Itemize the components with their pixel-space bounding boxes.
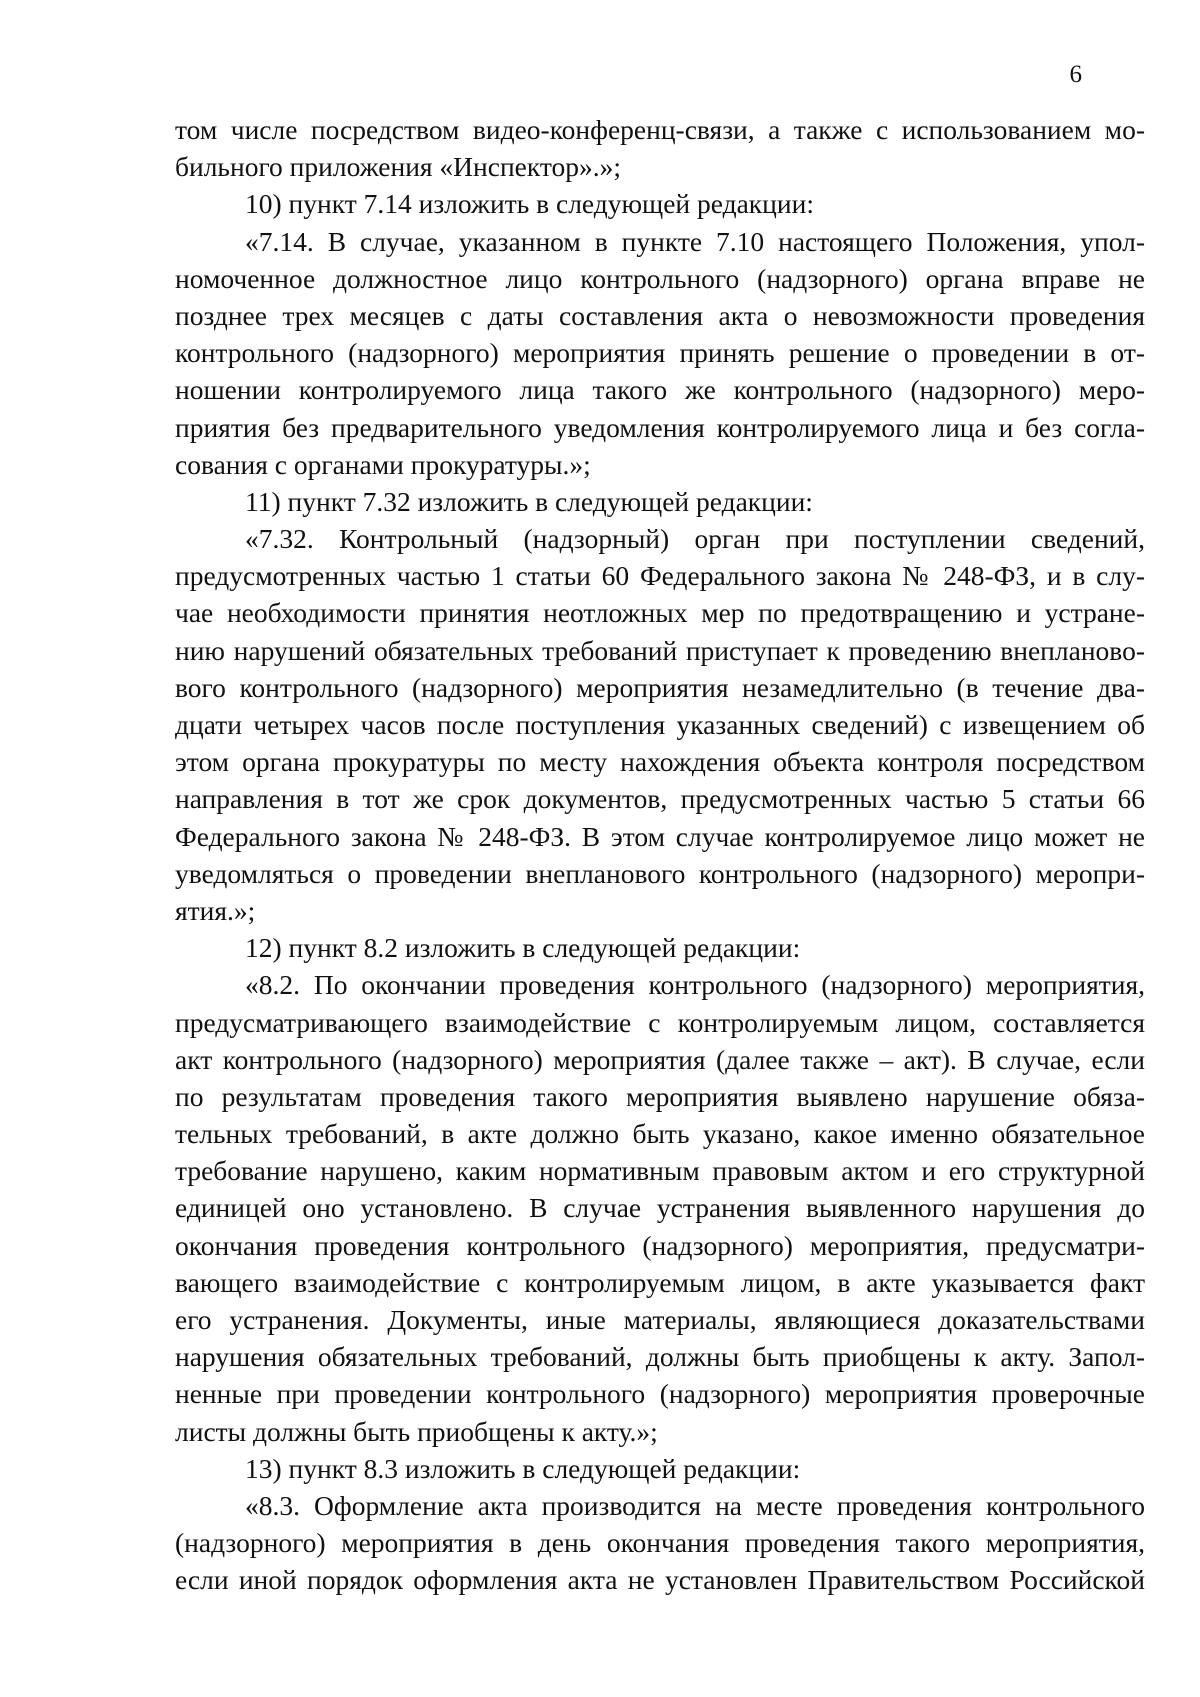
text-line: (надзорного) мероприятия в день окончания проведения такого мероприятия,	[175, 1527, 1145, 1559]
text-line: чае необходимости принятия неотложных мер по предотвращению и устране-	[175, 597, 1145, 629]
text-line: акт контрольного (надзорного) мероприятия (далее также – акт). В случае, если	[175, 1043, 1145, 1075]
text-line: ношении контролируемого лица такого же контрольного (надзорного) меро-	[175, 374, 1145, 406]
text-line: 12) пункт 8.2 изложить в следующей редакции:	[245, 932, 801, 964]
text-line: «8.3. Оформление акта производится на месте проведения контрольного	[245, 1489, 1145, 1521]
text-line: тельных требований, в акте должно быть указано, какое именно обязательное	[175, 1118, 1145, 1150]
text-line: предусматривающего взаимодействие с контролируемым лицом, составляется	[175, 1006, 1145, 1038]
text-line: Федерального закона № 248-ФЗ. В этом случае контролируемое лицо может не	[175, 820, 1145, 852]
text-line: единицей оно установлено. В случае устранения выявленного нарушения до	[175, 1192, 1145, 1224]
text-line: требование нарушено, каким нормативным правовым актом и его структурной	[175, 1155, 1145, 1187]
text-line: приятия без предварительного уведомления контролируемого лица и без согла-	[175, 411, 1145, 443]
text-line: направления в тот же срок документов, предусмотренных частью 5 статьи 66	[175, 783, 1145, 815]
text-line: том числе посредством видео-конференц-связи, а также с использованием мо-	[175, 114, 1145, 145]
text-line: предусмотренных частью 1 статьи 60 Федерального закона № 248-ФЗ, и в слу-	[175, 560, 1145, 592]
text-line: ятия.»;	[175, 894, 256, 926]
text-line: окончания проведения контрольного (надзорного) мероприятия, предусматри-	[175, 1229, 1145, 1261]
text-line: этом органа прокуратуры по месту нахождения объекта контроля посредством	[175, 746, 1145, 778]
text-line: его устранения. Документы, иные материалы, являющиеся доказательствами	[175, 1304, 1145, 1335]
text-line: позднее трех месяцев с даты составления акта о невозможности проведения	[175, 299, 1145, 331]
text-line: «7.14. В случае, указанном в пункте 7.10 настоящего Положения, упол-	[245, 225, 1145, 257]
text-line: уведомляться о проведении внепланового контрольного (надзорного) меропри-	[175, 857, 1145, 889]
text-line: 10) пункт 7.14 изложить в следующей редакции:	[245, 188, 814, 220]
text-line: листы должны быть приобщены к акту.»;	[175, 1415, 658, 1447]
text-line: по результатам проведения такого мероприятия выявлено нарушение обяза-	[175, 1080, 1145, 1112]
text-line: номоченное должностное лицо контрольного (надзорного) органа вправе не	[175, 262, 1145, 294]
text-line: контрольного (надзорного) мероприятия принять решение о проведении в от-	[175, 337, 1145, 369]
text-line: дцати четырех часов после поступления указанных сведений) с извещением об	[175, 709, 1145, 740]
text-line: «7.32. Контрольный (надзорный) орган при поступлении сведений,	[245, 523, 1145, 555]
text-line: «8.2. По окончании проведения контрольного (надзорного) мероприятия,	[245, 969, 1145, 1001]
text-line: вающего взаимодействие с контролируемым лицом, в акте указывается факт	[175, 1266, 1145, 1298]
text-line: ненные при проведении контрольного (надзорного) мероприятия проверочные	[175, 1378, 1145, 1410]
text-line: вого контрольного (надзорного) мероприятия незамедлительно (в течение два-	[175, 671, 1145, 703]
text-line: 13) пункт 8.3 изложить в следующей редакции:	[245, 1452, 801, 1484]
text-line: бильного приложения «Инспектор».»;	[175, 151, 622, 183]
document-body	[175, 111, 1145, 1599]
text-line: сования с органами прокуратуры.»;	[175, 448, 591, 480]
page-number: 6	[1069, 61, 1082, 88]
text-line: нарушения обязательных требований, должны быть приобщены к акту. Запол-	[175, 1341, 1145, 1373]
text-line: нию нарушений обязательных требований приступает к проведению внепланово-	[175, 634, 1145, 666]
text-line: 11) пункт 7.32 изложить в следующей редакции:	[245, 485, 813, 517]
text-line: если иной порядок оформления акта не установлен Правительством Российской	[175, 1564, 1145, 1596]
